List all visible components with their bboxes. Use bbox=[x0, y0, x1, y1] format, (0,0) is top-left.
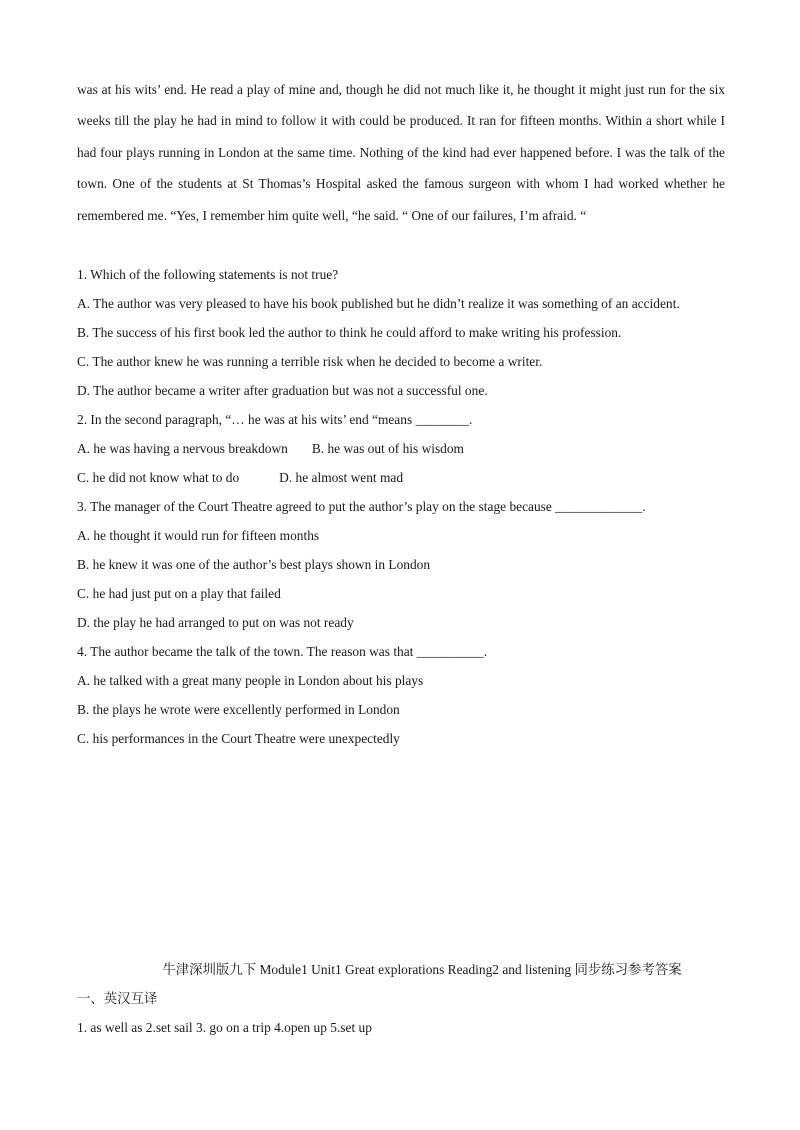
question-3-option-d: D. the play he had arranged to put on was not ready bbox=[77, 615, 354, 630]
question-4-option-b: B. the plays he wrote were excellently performed in London bbox=[77, 702, 400, 717]
question-list bbox=[77, 260, 737, 753]
question-2-options-row-1 bbox=[77, 434, 737, 463]
question-2-options-row-2 bbox=[77, 463, 737, 492]
question-4-option-a: A. he talked with a great many people in London about his plays bbox=[77, 673, 424, 688]
question-1-option-c: C. The author knew he was running a terrible risk when he decided to become a writer. bbox=[77, 354, 543, 369]
question-3-option-b: B. he knew it was one of the author’s best plays shown in London bbox=[77, 557, 431, 572]
question-3-stem: 3. The manager of the Court Theatre agreed to put the author’s play on the stage because _____________. bbox=[77, 499, 646, 514]
question-2-option-d: D. he almost went mad bbox=[279, 470, 404, 485]
question-4-stem: 4. The author became the talk of the town. The reason was that __________. bbox=[77, 644, 488, 659]
question-3-option-a: A. he thought it would run for fifteen months bbox=[77, 528, 320, 543]
question-1-option-b: B. The success of his first book led the author to think he could afford to make writing his profession. bbox=[77, 325, 622, 340]
question-2-option-b: B. he was out of his wisdom bbox=[311, 441, 464, 456]
question-3-option-c: C. he had just put on a play that failed bbox=[77, 586, 281, 601]
answer-key-title: 牛津深圳版九下 Module1 Unit1 Great explorations Reading2 and listening 同步练习参考答案 bbox=[162, 962, 682, 977]
passage-text: was at his wits’ end. He read a play of mine and, though he did not much like it, he thought it might just run for the six weeks till the play he had in mind to follow it with could be produced. It ran for fifteen months. Within a short while I had four plays running in London at the same time. Nothing of the kind had ever happened before. I was the talk of the town. One of the students at St Thomas’s Hospital asked the famous surgeon with whom I had worked whether he remembered me. “Yes, I remember him quite well, “he said. “ One of our failures, I’m afraid. “ bbox=[77, 82, 725, 223]
question-1-stem: 1. Which of the following statements is not true? bbox=[77, 267, 339, 282]
answer-line-1: 1. as well as 2.set sail 3. go on a trip 4.open up 5.set up bbox=[77, 1020, 372, 1035]
answer-section-heading: 一、英汉互译 bbox=[77, 991, 158, 1006]
question-2-option-c: C. he did not know what to do bbox=[77, 470, 240, 485]
question-1-option-a: A. The author was very pleased to have his book published but he didn’t realize it was something of an accident. bbox=[77, 296, 680, 311]
question-2-option-a: A. he was having a nervous breakdown bbox=[77, 441, 288, 456]
question-1-option-d: D. The author became a writer after graduation but was not a successful one. bbox=[77, 383, 488, 398]
question-2-stem: 2. In the second paragraph, “… he was at his wits’ end “means ________. bbox=[77, 412, 473, 427]
question-4-option-c: C. his performances in the Court Theatre were unexpectedly bbox=[77, 731, 400, 746]
